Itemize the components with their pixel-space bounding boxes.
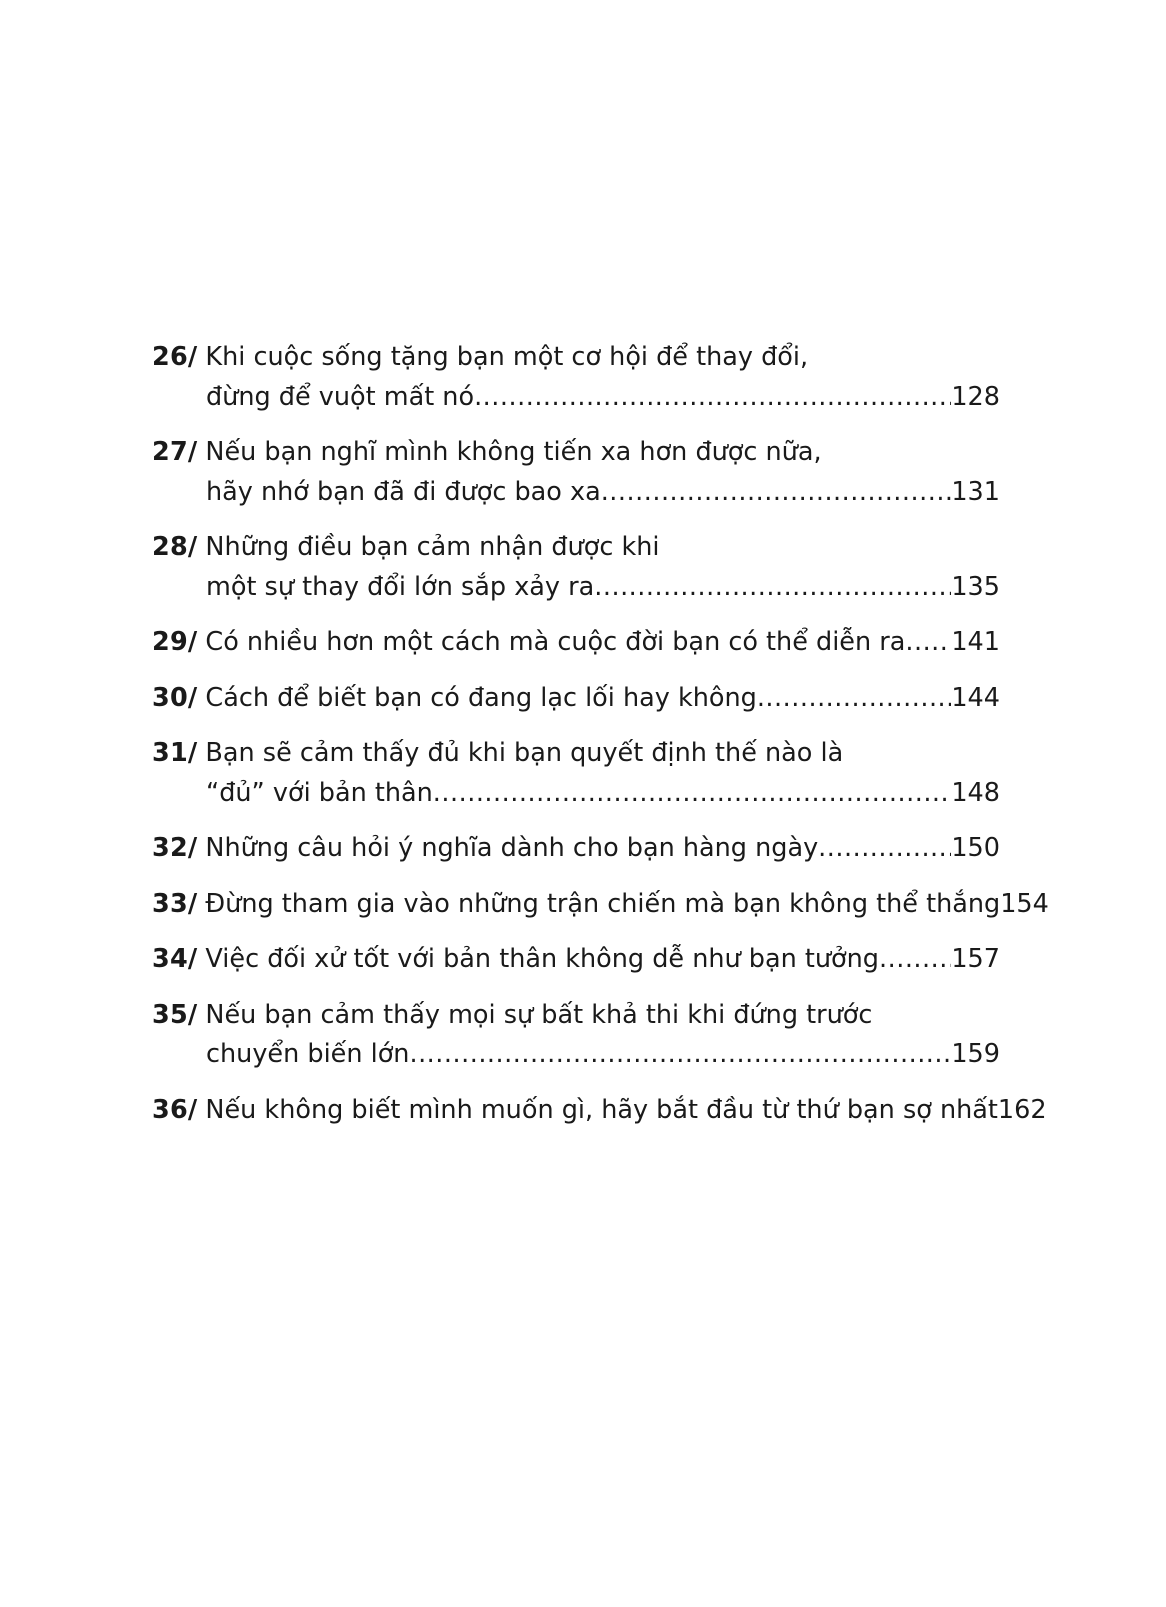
toc-entry-number: 30/ <box>152 682 198 713</box>
toc-entry-line <box>152 1035 1000 1075</box>
toc-entry-line <box>152 940 1000 980</box>
toc-entry-line <box>152 996 1000 1036</box>
toc-page-number: 154 <box>1000 888 1049 919</box>
toc-page-number: 144 <box>951 682 1000 713</box>
toc-entry-line <box>152 885 1049 925</box>
toc-entry-title: Những câu hỏi ý nghĩa dành cho bạn hàng ngày <box>205 833 819 864</box>
toc-entry-title: Việc đối xử tốt với bản thân không dễ như bạn tưởng <box>205 944 879 975</box>
toc-entry-title: Đừng tham gia vào những trận chiến mà bạn không thể thắng <box>205 888 1001 919</box>
toc-entry-title: Có nhiều hơn một cách mà cuộc đời bạn có thể diễn ra <box>205 627 906 658</box>
toc-entry-line <box>152 829 1000 869</box>
toc-leader-dots <box>409 1035 951 1075</box>
toc-entry[interactable] <box>152 940 1000 980</box>
toc-entry-title: chuyển biến lớn <box>206 1039 410 1070</box>
toc-entry-line <box>152 473 1000 513</box>
toc-entry-number: 32/ <box>152 833 198 864</box>
toc-page-number: 128 <box>951 381 1000 412</box>
toc-entry[interactable] <box>152 734 1000 813</box>
toc-entry-line <box>152 378 1000 418</box>
toc-entry-title: Nếu không biết mình muốn gì, hãy bắt đầu từ thứ bạn sợ nhất <box>205 1094 998 1125</box>
toc-leader-dots <box>757 679 952 719</box>
toc-entry-line <box>152 568 1000 608</box>
toc-entry-line <box>152 1091 1047 1131</box>
toc-entry-number: 34/ <box>152 944 198 975</box>
toc-entry-title: Khi cuộc sống tặng bạn một cơ hội để thay đổi, <box>205 342 809 372</box>
toc-entry-number: 31/ <box>152 738 198 769</box>
toc-leader-dots <box>818 829 951 869</box>
toc-entry-line <box>152 679 1000 719</box>
toc-entry[interactable] <box>152 885 1049 925</box>
toc-page-number: 159 <box>951 1039 1000 1070</box>
toc-entry-title: đừng để vuột mất nó <box>206 381 475 412</box>
toc-leader-dots <box>905 623 951 663</box>
toc-leader-dots <box>474 378 951 418</box>
toc-entry-number: 36/ <box>152 1094 198 1125</box>
toc-entry-title: Bạn sẽ cảm thấy đủ khi bạn quyết định thế nào là <box>205 738 844 769</box>
toc-entry-title: hãy nhớ bạn đã đi được bao xa <box>206 476 601 507</box>
toc-entry-number: 27/ <box>152 437 198 468</box>
toc-entry-line <box>152 528 1000 568</box>
toc-entry-line <box>152 338 1000 378</box>
toc-entry-line <box>152 433 1000 473</box>
toc-page-number: 162 <box>997 1094 1047 1125</box>
toc-leader-dots <box>433 774 952 814</box>
toc-entry-number: 26/ <box>152 342 198 372</box>
toc-leader-dots <box>594 568 951 608</box>
toc-entry-line <box>152 734 1000 774</box>
toc-entry-line <box>152 774 1000 814</box>
toc-entry[interactable] <box>152 679 1000 719</box>
table-of-contents <box>152 338 1049 1146</box>
toc-entry[interactable] <box>152 623 1000 663</box>
toc-page-number: 135 <box>951 571 1000 602</box>
toc-page-number: 150 <box>951 833 1000 864</box>
toc-leader-dots <box>601 473 952 513</box>
toc-page-number: 157 <box>951 944 1000 975</box>
toc-entry[interactable] <box>152 1091 1047 1131</box>
toc-entry-title: một sự thay đổi lớn sắp xảy ra <box>206 571 595 602</box>
toc-entry-line <box>152 623 1000 663</box>
toc-entry[interactable] <box>152 528 1000 607</box>
toc-entry-title: Nếu bạn cảm thấy mọi sự bất khả thi khi đứng trước <box>205 999 873 1030</box>
toc-entry-number: 29/ <box>152 627 198 658</box>
toc-page-number: 141 <box>951 627 1000 658</box>
toc-entry[interactable] <box>152 433 1000 512</box>
toc-page-number: 131 <box>951 476 1000 507</box>
toc-entry-title: Cách để biết bạn có đang lạc lối hay không <box>205 682 757 713</box>
toc-entry[interactable] <box>152 996 1000 1075</box>
toc-entry-title: Nếu bạn nghĩ mình không tiến xa hơn được nữa, <box>205 437 822 468</box>
toc-entry-title: “đủ” với bản thân <box>206 777 433 808</box>
toc-entry-title: Những điều bạn cảm nhận được khi <box>205 532 660 563</box>
toc-page-number: 148 <box>951 777 1000 808</box>
toc-entry[interactable] <box>152 338 1000 417</box>
toc-leader-dots <box>879 940 951 980</box>
toc-entry-number: 35/ <box>152 999 198 1030</box>
toc-entry-number: 28/ <box>152 532 198 563</box>
toc-entry[interactable] <box>152 829 1000 869</box>
toc-entry-number: 33/ <box>152 888 198 919</box>
